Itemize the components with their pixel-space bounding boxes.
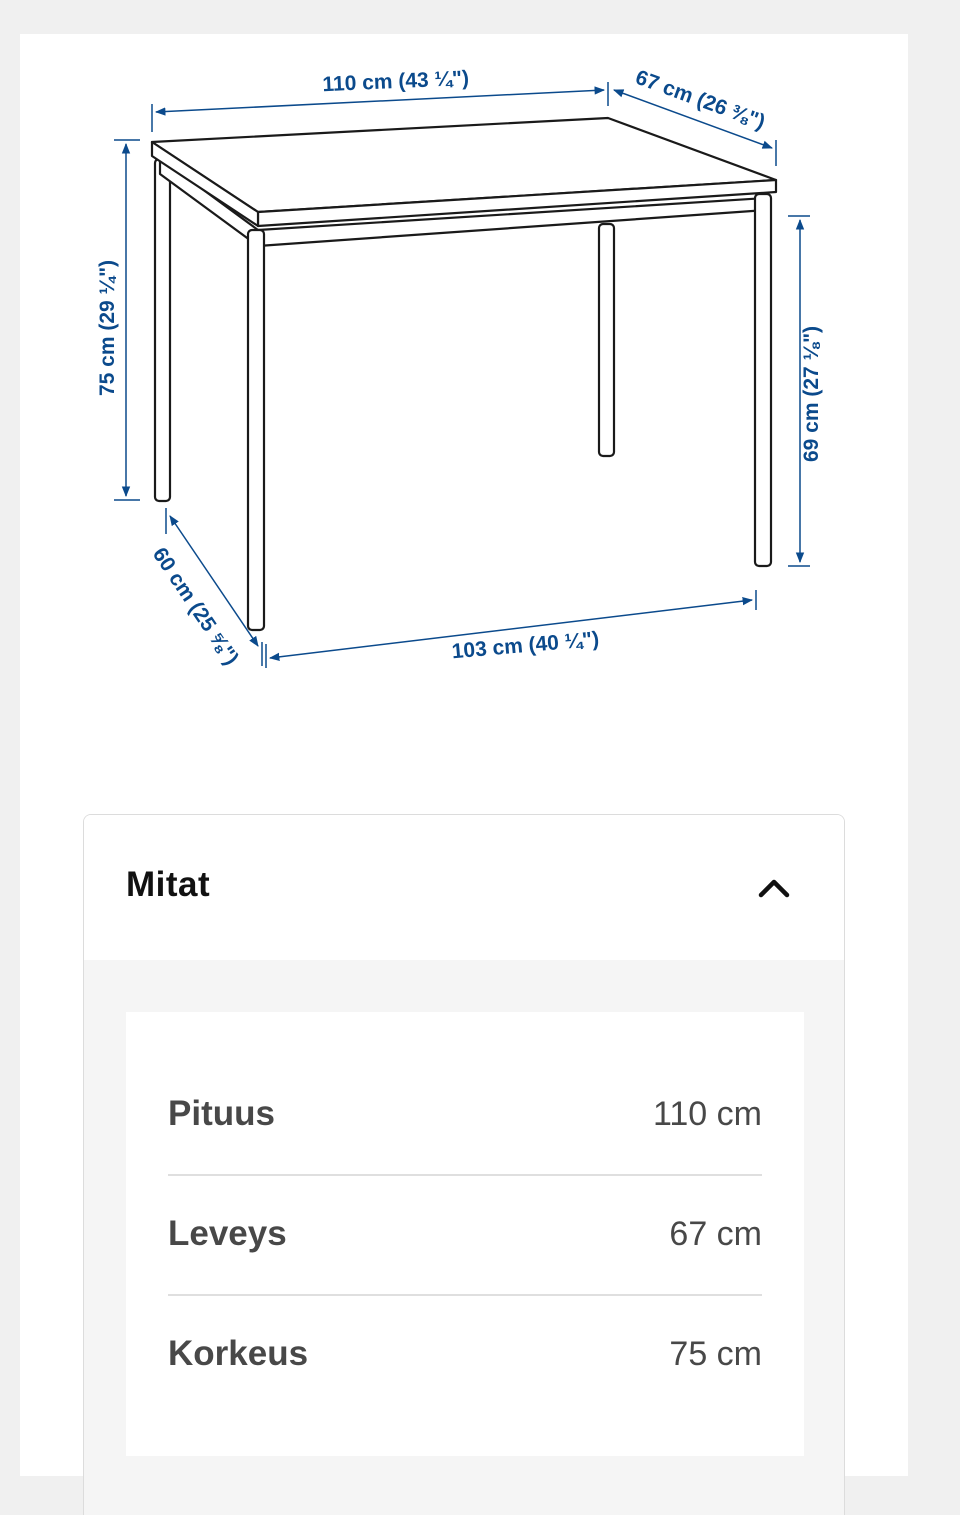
dimension-label: Korkeus [168,1334,309,1373]
top-depth-label: 67 cm (26 ⅜") [632,65,769,134]
dimension-value: 75 cm [669,1335,762,1373]
table-illustration [152,118,776,630]
dimension-row-length [168,1054,762,1176]
dimension-value: 67 cm [669,1215,762,1253]
product-dimensions-card [20,34,908,1476]
leg-height-label: 69 cm (27 ⅛") [800,325,823,463]
dimensions-accordion-body [84,960,844,1515]
dimension-label: Pituus [168,1094,275,1133]
chevron-up-icon[interactable] [756,873,792,903]
table-dimension-diagram [20,34,908,754]
dimensions-accordion-title: Mitat [126,865,211,904]
base-width-label: 103 cm (40 ¼") [450,627,601,664]
top-width-label: 110 cm (43 ¼") [322,66,470,97]
dimensions-accordion-header[interactable] [84,815,844,960]
dimension-value: 110 cm [653,1095,762,1133]
dimension-row-width [168,1174,762,1296]
dimensions-table [126,1012,804,1456]
dimension-row-height [168,1294,762,1414]
dimensions-accordion [83,814,845,1515]
total-height-label: 75 cm (29 ¼") [96,259,119,397]
dimension-label: Leveys [168,1214,287,1253]
base-depth-label: 60 cm (25 ⅝") [147,543,243,670]
